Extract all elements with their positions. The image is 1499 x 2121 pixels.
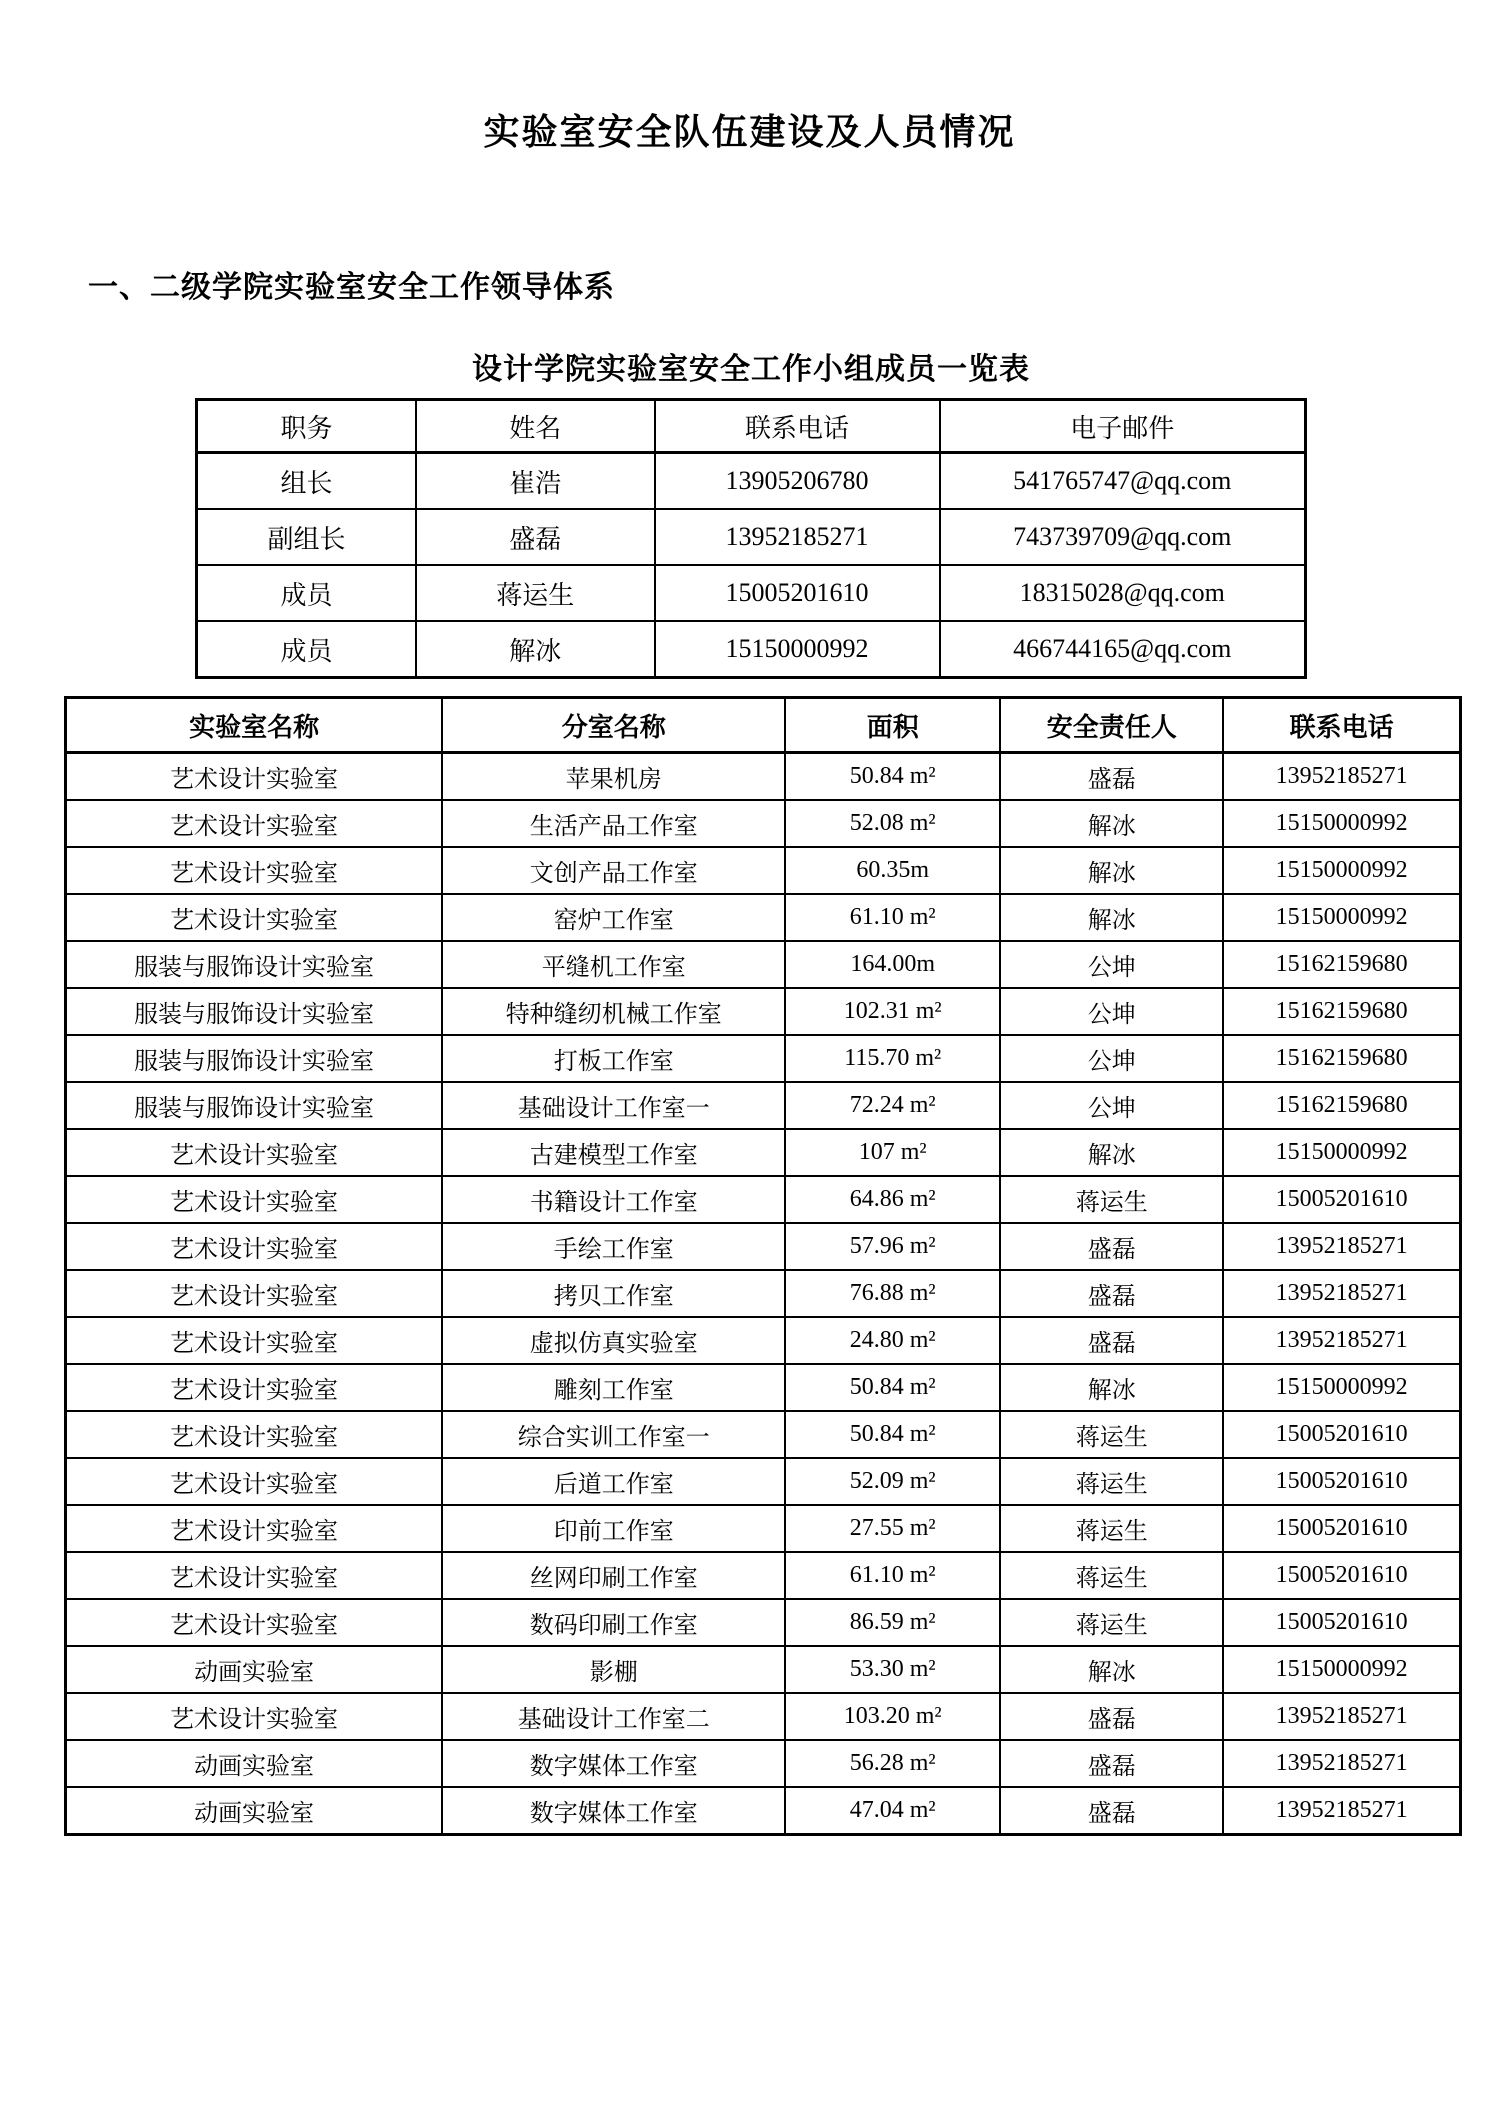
table-cell: 古建模型工作室 bbox=[442, 1129, 785, 1176]
table-cell: 雕刻工作室 bbox=[442, 1364, 785, 1411]
table-row bbox=[66, 1035, 1461, 1082]
table-cell: 基础设计工作室二 bbox=[442, 1693, 785, 1740]
column-header: 职务 bbox=[197, 400, 417, 453]
table-cell: 打板工作室 bbox=[442, 1035, 785, 1082]
table-cell: 服装与服饰设计实验室 bbox=[66, 988, 443, 1035]
table-cell: 艺术设计实验室 bbox=[66, 894, 443, 941]
table-row bbox=[66, 1599, 1461, 1646]
lab-table bbox=[64, 696, 1462, 1836]
table-cell: 15150000992 bbox=[1223, 1364, 1460, 1411]
table-cell: 103.20 m² bbox=[785, 1693, 1000, 1740]
table-cell: 公坤 bbox=[1000, 1035, 1223, 1082]
table-cell: 服装与服饰设计实验室 bbox=[66, 1035, 443, 1082]
table-cell: 50.84 m² bbox=[785, 1411, 1000, 1458]
table-cell: 成员 bbox=[197, 621, 417, 678]
table-row bbox=[66, 941, 1461, 988]
table-row bbox=[66, 1270, 1461, 1317]
table-cell: 服装与服饰设计实验室 bbox=[66, 941, 443, 988]
table-cell: 15162159680 bbox=[1223, 941, 1460, 988]
table-cell: 文创产品工作室 bbox=[442, 847, 785, 894]
table-cell: 13952185271 bbox=[1223, 1270, 1460, 1317]
table-cell: 57.96 m² bbox=[785, 1223, 1000, 1270]
table-cell: 蒋运生 bbox=[1000, 1599, 1223, 1646]
table-cell: 窑炉工作室 bbox=[442, 894, 785, 941]
table-row bbox=[66, 1176, 1461, 1223]
table-cell: 盛磊 bbox=[1000, 753, 1223, 801]
table-cell: 15150000992 bbox=[1223, 800, 1460, 847]
table-cell: 13952185271 bbox=[1223, 753, 1460, 801]
column-header: 安全责任人 bbox=[1000, 698, 1223, 753]
table-cell: 平缝机工作室 bbox=[442, 941, 785, 988]
table-cell: 后道工作室 bbox=[442, 1458, 785, 1505]
table-cell: 数字媒体工作室 bbox=[442, 1787, 785, 1835]
table-cell: 24.80 m² bbox=[785, 1317, 1000, 1364]
table-cell: 13952185271 bbox=[1223, 1317, 1460, 1364]
table-cell: 盛磊 bbox=[416, 509, 654, 565]
table-row bbox=[66, 1505, 1461, 1552]
table-cell: 动画实验室 bbox=[66, 1787, 443, 1835]
table-cell: 盛磊 bbox=[1000, 1740, 1223, 1787]
table-cell: 15005201610 bbox=[1223, 1411, 1460, 1458]
column-header: 实验室名称 bbox=[66, 698, 443, 753]
table-cell: 艺术设计实验室 bbox=[66, 1223, 443, 1270]
table-cell: 解冰 bbox=[1000, 1129, 1223, 1176]
table-cell: 13905206780 bbox=[655, 453, 940, 510]
table-cell: 72.24 m² bbox=[785, 1082, 1000, 1129]
table-cell: 艺术设计实验室 bbox=[66, 1458, 443, 1505]
table-cell: 466744165@qq.com bbox=[940, 621, 1306, 678]
table-cell: 公坤 bbox=[1000, 988, 1223, 1035]
table-cell: 蒋运生 bbox=[1000, 1458, 1223, 1505]
table-cell: 743739709@qq.com bbox=[940, 509, 1306, 565]
table-cell: 蒋运生 bbox=[1000, 1411, 1223, 1458]
table-cell: 艺术设计实验室 bbox=[66, 1505, 443, 1552]
table-cell: 86.59 m² bbox=[785, 1599, 1000, 1646]
table-cell: 13952185271 bbox=[1223, 1223, 1460, 1270]
table-cell: 影棚 bbox=[442, 1646, 785, 1693]
table-cell: 61.10 m² bbox=[785, 1552, 1000, 1599]
table-cell: 艺术设计实验室 bbox=[66, 1364, 443, 1411]
table-row bbox=[197, 509, 1306, 565]
table-cell: 13952185271 bbox=[1223, 1740, 1460, 1787]
table-cell: 15150000992 bbox=[655, 621, 940, 678]
table-cell: 13952185271 bbox=[1223, 1787, 1460, 1835]
table-cell: 18315028@qq.com bbox=[940, 565, 1306, 621]
table-row bbox=[66, 1364, 1461, 1411]
table-cell: 艺术设计实验室 bbox=[66, 753, 443, 801]
table-cell: 动画实验室 bbox=[66, 1740, 443, 1787]
column-header: 分室名称 bbox=[442, 698, 785, 753]
table-cell: 50.84 m² bbox=[785, 1364, 1000, 1411]
table-cell: 生活产品工作室 bbox=[442, 800, 785, 847]
table-row bbox=[66, 1693, 1461, 1740]
table-cell: 53.30 m² bbox=[785, 1646, 1000, 1693]
table-row bbox=[197, 453, 1306, 510]
table-cell: 15162159680 bbox=[1223, 1082, 1460, 1129]
table-cell: 解冰 bbox=[1000, 847, 1223, 894]
table-cell: 蒋运生 bbox=[1000, 1505, 1223, 1552]
table-cell: 15150000992 bbox=[1223, 1646, 1460, 1693]
table-cell: 15162159680 bbox=[1223, 988, 1460, 1035]
table-cell: 13952185271 bbox=[1223, 1693, 1460, 1740]
table-cell: 蒋运生 bbox=[1000, 1176, 1223, 1223]
table-cell: 15150000992 bbox=[1223, 847, 1460, 894]
table-row bbox=[66, 1411, 1461, 1458]
section-heading: 一、二级学院实验室安全工作领导体系 bbox=[88, 271, 615, 304]
table-cell: 组长 bbox=[197, 453, 417, 510]
table-cell: 15005201610 bbox=[1223, 1505, 1460, 1552]
table-cell: 印前工作室 bbox=[442, 1505, 785, 1552]
table-row bbox=[66, 800, 1461, 847]
table-cell: 解冰 bbox=[1000, 800, 1223, 847]
table-cell: 艺术设计实验室 bbox=[66, 1552, 443, 1599]
table-cell: 盛磊 bbox=[1000, 1693, 1223, 1740]
table-cell: 52.08 m² bbox=[785, 800, 1000, 847]
table-row bbox=[197, 621, 1306, 678]
table-cell: 综合实训工作室一 bbox=[442, 1411, 785, 1458]
table-cell: 盛磊 bbox=[1000, 1787, 1223, 1835]
table-cell: 艺术设计实验室 bbox=[66, 1129, 443, 1176]
table-row bbox=[66, 753, 1461, 801]
table-cell: 虚拟仿真实验室 bbox=[442, 1317, 785, 1364]
table-cell: 盛磊 bbox=[1000, 1270, 1223, 1317]
table-cell: 丝网印刷工作室 bbox=[442, 1552, 785, 1599]
table-cell: 公坤 bbox=[1000, 941, 1223, 988]
table-cell: 15005201610 bbox=[1223, 1552, 1460, 1599]
column-header: 电子邮件 bbox=[940, 400, 1306, 453]
table-cell: 541765747@qq.com bbox=[940, 453, 1306, 510]
column-header: 联系电话 bbox=[1223, 698, 1460, 753]
table-cell: 解冰 bbox=[1000, 1646, 1223, 1693]
table-cell: 解冰 bbox=[416, 621, 654, 678]
table-cell: 47.04 m² bbox=[785, 1787, 1000, 1835]
table-cell: 164.00m bbox=[785, 941, 1000, 988]
table-cell: 102.31 m² bbox=[785, 988, 1000, 1035]
page-title: 实验室安全队伍建设及人员情况 bbox=[483, 111, 1016, 152]
column-header: 姓名 bbox=[416, 400, 654, 453]
table-cell: 艺术设计实验室 bbox=[66, 1270, 443, 1317]
table-cell: 解冰 bbox=[1000, 894, 1223, 941]
table-cell: 15162159680 bbox=[1223, 1035, 1460, 1082]
table-cell: 艺术设计实验室 bbox=[66, 800, 443, 847]
table-cell: 蒋运生 bbox=[416, 565, 654, 621]
table-cell: 成员 bbox=[197, 565, 417, 621]
table-cell: 解冰 bbox=[1000, 1364, 1223, 1411]
table-cell: 拷贝工作室 bbox=[442, 1270, 785, 1317]
lab-table-header-row bbox=[66, 698, 1461, 753]
leader-table bbox=[195, 398, 1307, 679]
table-cell: 盛磊 bbox=[1000, 1223, 1223, 1270]
table-row bbox=[66, 1458, 1461, 1505]
table-cell: 特种缝纫机械工作室 bbox=[442, 988, 785, 1035]
table-row bbox=[66, 1082, 1461, 1129]
table-row bbox=[66, 1129, 1461, 1176]
table-row bbox=[66, 847, 1461, 894]
table-cell: 服装与服饰设计实验室 bbox=[66, 1082, 443, 1129]
table-cell: 崔浩 bbox=[416, 453, 654, 510]
table-cell: 115.70 m² bbox=[785, 1035, 1000, 1082]
table-cell: 15005201610 bbox=[1223, 1176, 1460, 1223]
table-cell: 27.55 m² bbox=[785, 1505, 1000, 1552]
table-cell: 数字媒体工作室 bbox=[442, 1740, 785, 1787]
table-cell: 蒋运生 bbox=[1000, 1552, 1223, 1599]
table-cell: 书籍设计工作室 bbox=[442, 1176, 785, 1223]
table-cell: 15005201610 bbox=[1223, 1458, 1460, 1505]
table-row bbox=[66, 1787, 1461, 1835]
table-cell: 107 m² bbox=[785, 1129, 1000, 1176]
table-cell: 50.84 m² bbox=[785, 753, 1000, 801]
table-cell: 61.10 m² bbox=[785, 894, 1000, 941]
table-cell: 15150000992 bbox=[1223, 1129, 1460, 1176]
table-cell: 艺术设计实验室 bbox=[66, 847, 443, 894]
table-cell: 76.88 m² bbox=[785, 1270, 1000, 1317]
table-row bbox=[66, 988, 1461, 1035]
column-header: 联系电话 bbox=[655, 400, 940, 453]
column-header: 面积 bbox=[785, 698, 1000, 753]
leader-table-caption: 设计学院实验室安全工作小组成员一览表 bbox=[472, 353, 1030, 386]
table-cell: 苹果机房 bbox=[442, 753, 785, 801]
table-row bbox=[66, 1223, 1461, 1270]
table-cell: 动画实验室 bbox=[66, 1646, 443, 1693]
table-cell: 60.35m bbox=[785, 847, 1000, 894]
leader-table-header-row bbox=[197, 400, 1306, 453]
table-row bbox=[66, 1740, 1461, 1787]
table-cell: 52.09 m² bbox=[785, 1458, 1000, 1505]
table-cell: 艺术设计实验室 bbox=[66, 1693, 443, 1740]
table-row bbox=[197, 565, 1306, 621]
table-cell: 艺术设计实验室 bbox=[66, 1176, 443, 1223]
table-row bbox=[66, 1646, 1461, 1693]
table-cell: 艺术设计实验室 bbox=[66, 1599, 443, 1646]
table-cell: 基础设计工作室一 bbox=[442, 1082, 785, 1129]
table-cell: 15005201610 bbox=[655, 565, 940, 621]
table-cell: 13952185271 bbox=[655, 509, 940, 565]
table-cell: 副组长 bbox=[197, 509, 417, 565]
table-row bbox=[66, 1317, 1461, 1364]
table-cell: 15005201610 bbox=[1223, 1599, 1460, 1646]
table-row bbox=[66, 1552, 1461, 1599]
table-cell: 手绘工作室 bbox=[442, 1223, 785, 1270]
table-row bbox=[66, 894, 1461, 941]
table-cell: 艺术设计实验室 bbox=[66, 1317, 443, 1364]
table-cell: 盛磊 bbox=[1000, 1317, 1223, 1364]
table-cell: 公坤 bbox=[1000, 1082, 1223, 1129]
table-cell: 数码印刷工作室 bbox=[442, 1599, 785, 1646]
table-cell: 56.28 m² bbox=[785, 1740, 1000, 1787]
table-cell: 64.86 m² bbox=[785, 1176, 1000, 1223]
table-cell: 艺术设计实验室 bbox=[66, 1411, 443, 1458]
table-cell: 15150000992 bbox=[1223, 894, 1460, 941]
